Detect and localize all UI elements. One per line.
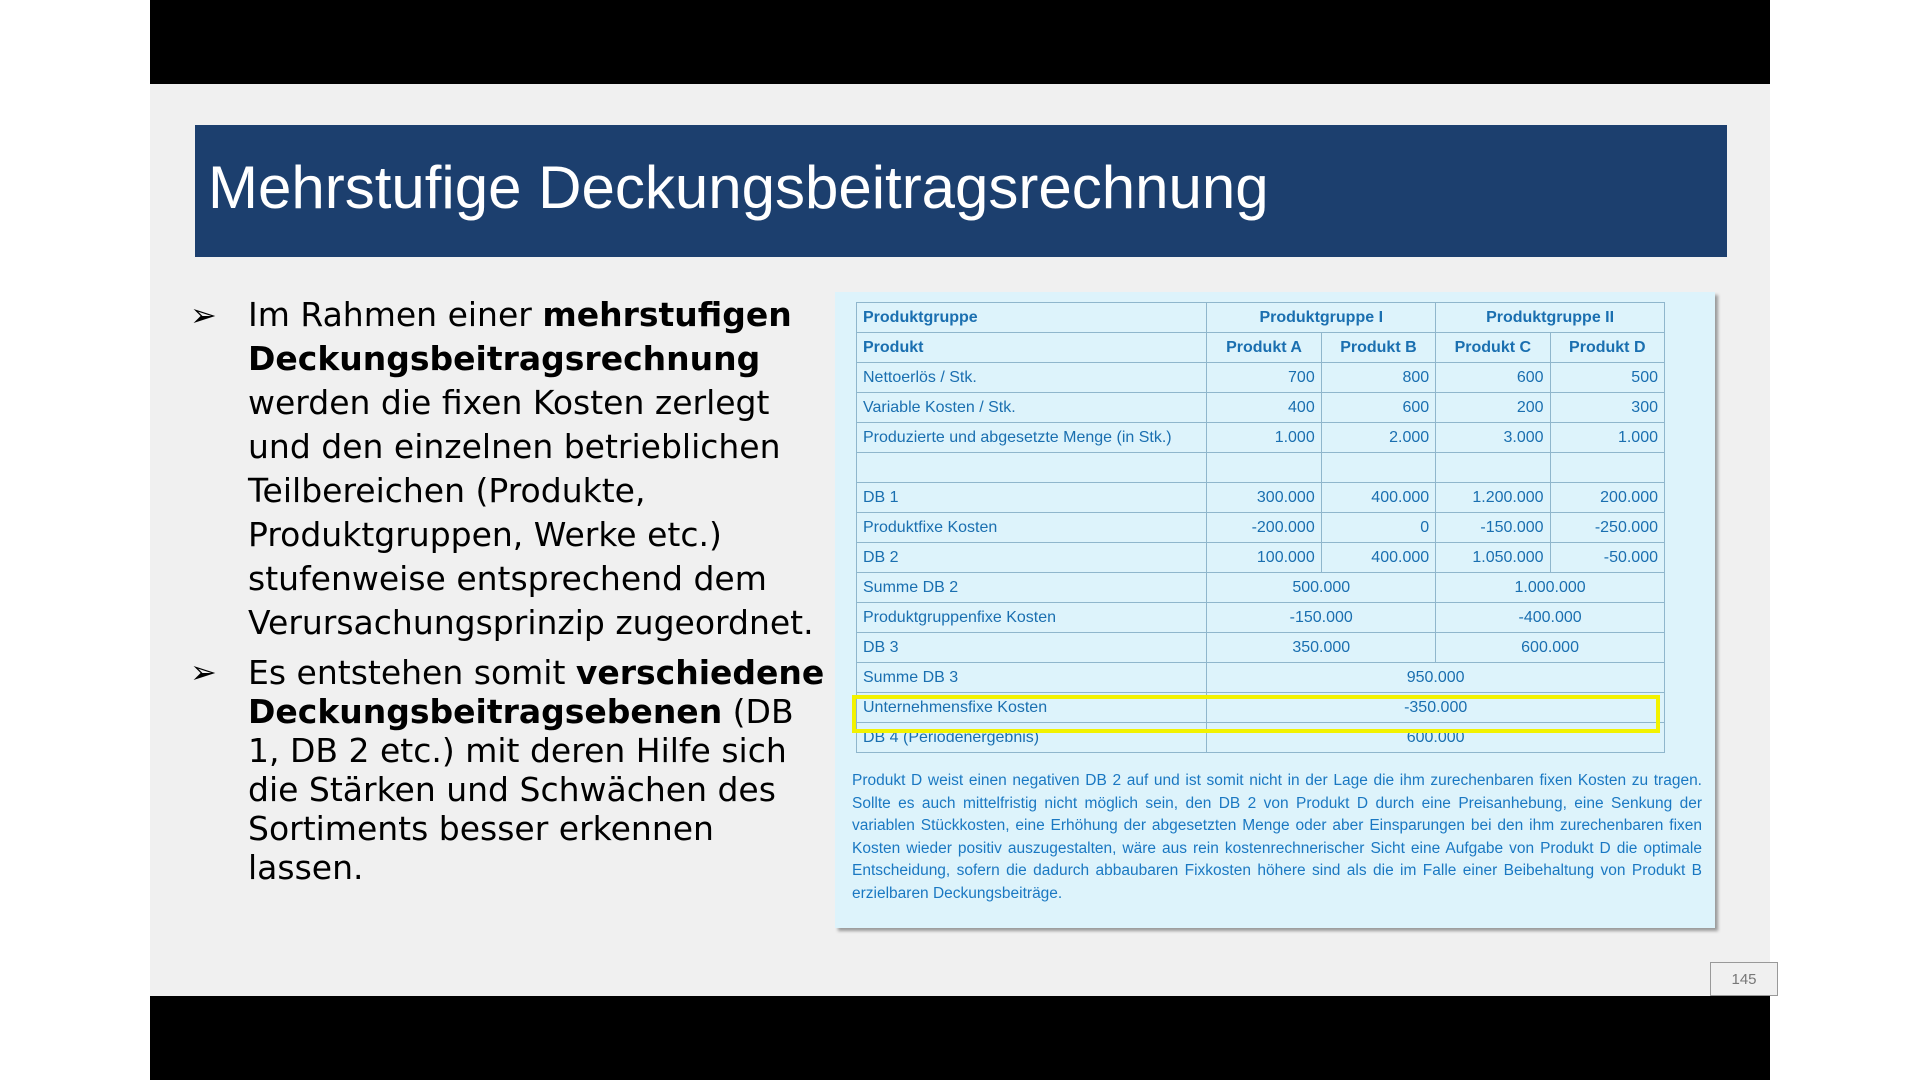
table-row [857,423,1665,453]
row-label: Produktgruppenfixe Kosten [857,603,1207,633]
table-row [857,603,1665,633]
table-cell: 1.200.000 [1436,483,1550,513]
letterbox-top [150,0,1770,84]
table-cell: -200.000 [1207,513,1321,543]
row-label: Nettoerlös / Stk. [857,363,1207,393]
table-row [857,693,1665,723]
table-cell: 350.000 [1207,633,1436,663]
table-row [857,393,1665,423]
explanation-note: Produkt D weist einen negativen DB 2 auf und ist somit nicht in der Lage die ihm zurechenbaren fixen Kosten zu tragen. Sollte es auch mittelfristig nicht möglich sein, den DB 2 von Produkt D durch eine Preisanhebung, eine Senkung der variablen Stückkosten, eine Erhöhung der abgesetzten Menge oder aber Einsparungen bei den ihm zurechenbaren fixen Kosten wieder positiv auszugestalten, wäre aus rein kostenrechnerischer Sicht eine Aufgabe von Produkt D die optimale Entscheidung, sofern die dadurch abbaubaren Fixkosten höhere sind als die im Falle einer Beibehaltung von Produkt B erzielbaren Deckungsbeiträge. [852,772,1702,902]
row-label: Unternehmensfixe Kosten [857,693,1207,723]
calculation-panel [835,292,1715,928]
table-row [857,543,1665,573]
row-label: Summe DB 3 [857,663,1207,693]
bullet-text: (DB 1, DB 2 etc.) mit deren Hilfe sich die Stärken und Schwächen des Sortiments besser erkennen lassen. [248,692,794,887]
header-cell: Produkt [857,333,1207,363]
header-cell: Produkt A [1207,333,1321,363]
row-label: DB 2 [857,543,1207,573]
table-cell [1550,453,1664,483]
header-cell: Produkt D [1550,333,1664,363]
page-number: 145 [1710,962,1778,996]
table-cell: 400 [1207,393,1321,423]
arrow-bullet-icon: ➢ [190,296,217,334]
table-cell: 700 [1207,363,1321,393]
table-cell: 1.050.000 [1436,543,1550,573]
table-cell: 1.000 [1550,423,1664,453]
bullet-bold-text: verschiedene Deckungsbeitragsebenen [248,653,825,731]
table-cell: 600 [1436,363,1550,393]
table-cell: 300 [1550,393,1664,423]
header-cell: Produkt C [1436,333,1550,363]
table-cell: -50.000 [1550,543,1664,573]
bullet-text: Im Rahmen einer [248,295,543,334]
table-cell: 2.000 [1321,423,1435,453]
bullet-list [190,293,830,895]
table-cell: -350.000 [1207,693,1665,723]
letterbox-bottom [150,996,1770,1080]
table-cell: 600 [1321,393,1435,423]
table-cell: 1.000.000 [1436,573,1665,603]
row-label: Produktfixe Kosten [857,513,1207,543]
row-label: DB 3 [857,633,1207,663]
table-cell: 500.000 [1207,573,1436,603]
table-row [857,633,1665,663]
row-label: Produzierte und abgesetzte Menge (in Stk.) [857,423,1207,453]
table-cell: 400.000 [1321,483,1435,513]
slide-title: Mehrstufige Deckungsbeitragsrechnung [208,154,1269,221]
table-cell: 0 [1321,513,1435,543]
table-row [857,663,1665,693]
bullet-text: Es entstehen somit [248,653,576,692]
table-row [857,363,1665,393]
table-cell [1436,453,1550,483]
table-cell: 1.000 [1207,423,1321,453]
table-row [857,573,1665,603]
table-cell: 200.000 [1550,483,1664,513]
row-label: Summe DB 2 [857,573,1207,603]
table-cell: -150.000 [1207,603,1436,633]
table-cell: 600.000 [1207,723,1665,753]
table-row [857,453,1665,483]
bullet-item [190,293,830,645]
bullet-text: werden die fixen Kosten zerlegt und den einzelnen betrieblichen Teilbereichen (Produkte, Produktgruppen, Werke etc.) stufenweise entsprechend dem Verursachungsprinzip zugeordnet. [248,383,814,642]
table-cell: 3.000 [1436,423,1550,453]
contribution-margin-table [856,302,1665,753]
slide [150,84,1770,996]
header-cell: Produktgruppe I [1207,303,1436,333]
table-cell: 800 [1321,363,1435,393]
table-cell: 300.000 [1207,483,1321,513]
table-cell: -150.000 [1436,513,1550,543]
row-label: DB 1 [857,483,1207,513]
table-cell [1207,453,1321,483]
arrow-bullet-icon: ➢ [190,653,217,691]
row-label [857,453,1207,483]
table-cell: -400.000 [1436,603,1665,633]
table-cell: 400.000 [1321,543,1435,573]
header-cell: Produkt B [1321,333,1435,363]
row-label: DB 4 (Periodenergebnis) [857,723,1207,753]
table-row [857,513,1665,543]
title-banner [195,125,1727,257]
table-row [857,483,1665,513]
table-cell: 200 [1436,393,1550,423]
table-header-row [857,303,1665,333]
table-cell [1321,453,1435,483]
header-cell: Produktgruppe II [1436,303,1665,333]
table-cell: 950.000 [1207,663,1665,693]
table-cell: 600.000 [1436,633,1665,663]
table-cell: -250.000 [1550,513,1664,543]
table-cell: 500 [1550,363,1664,393]
header-cell: Produktgruppe [857,303,1207,333]
table-row [857,723,1665,753]
bullet-item [190,653,830,887]
bullet-bold-text: mehrstufigen Deckungsbeitragsrechnung [248,295,792,378]
row-label: Variable Kosten / Stk. [857,393,1207,423]
table-cell: 100.000 [1207,543,1321,573]
table-header-row [857,333,1665,363]
